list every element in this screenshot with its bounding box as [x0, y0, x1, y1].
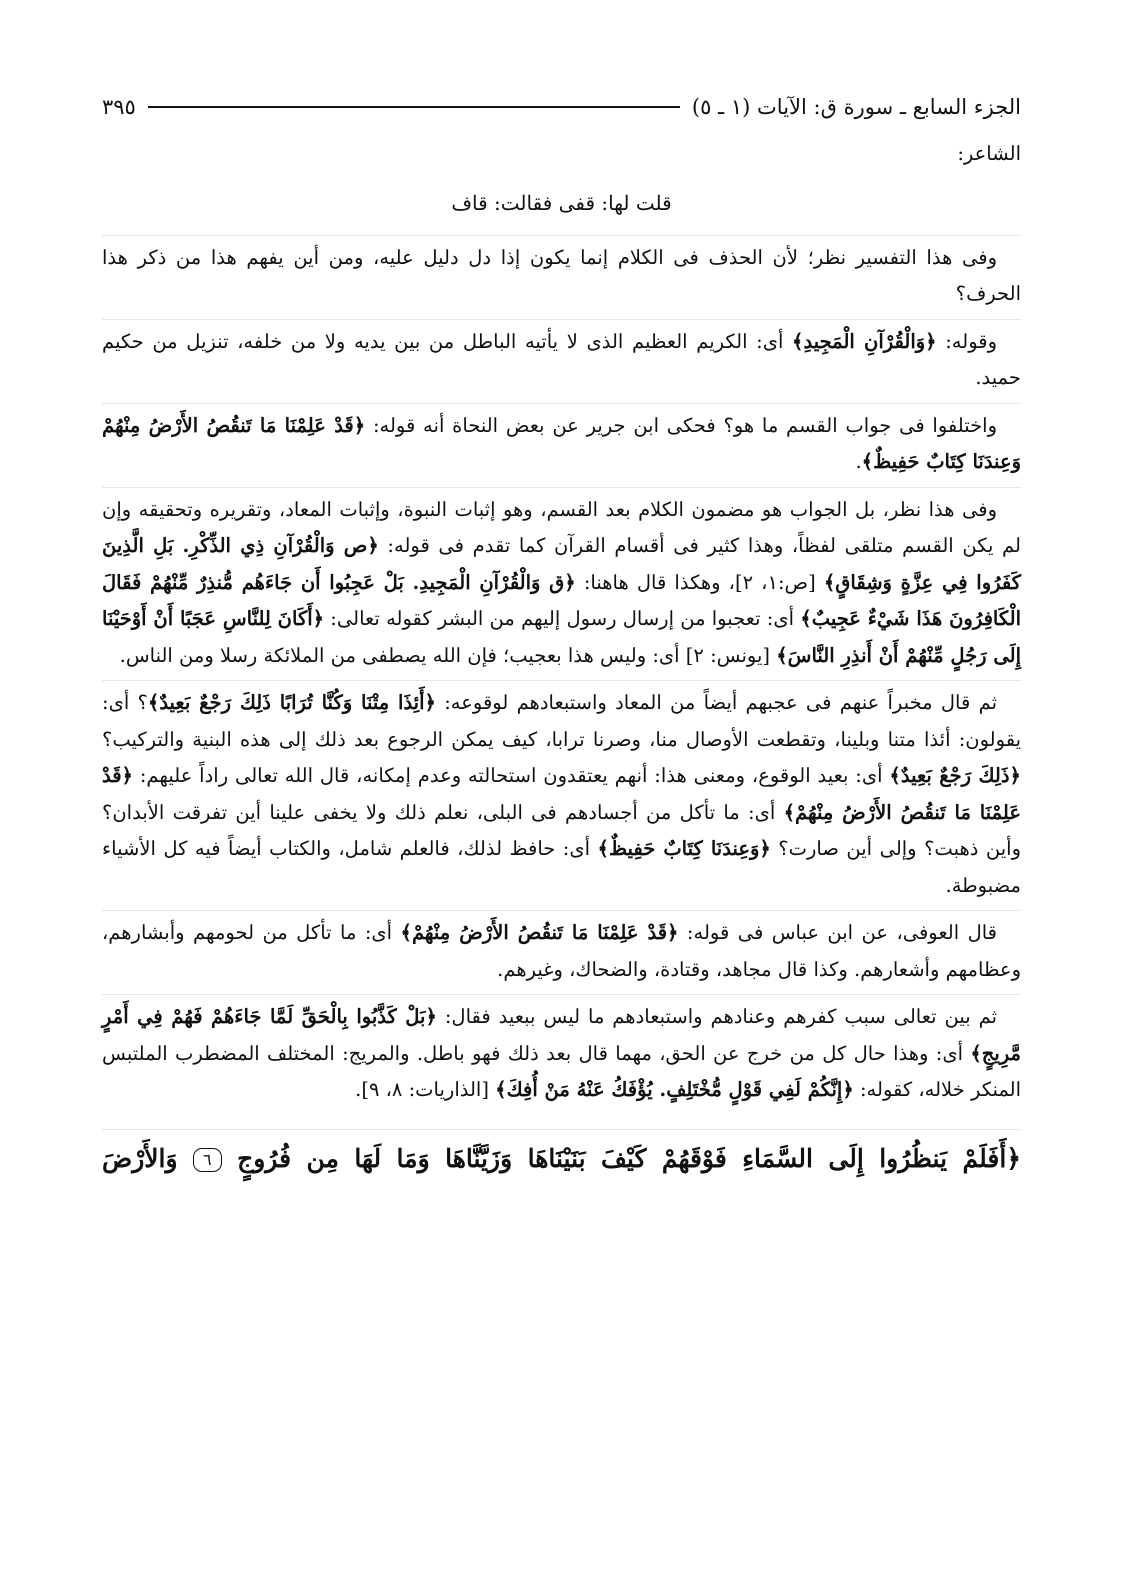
poetry-verse: قلت لها: قفى فقالت: قاف	[451, 190, 672, 215]
ayah-continuation: وَالأَرْضَ	[102, 1143, 178, 1173]
quran-quote: ﴿وَعِندَنَا كِتَابٌ حَفِيظٌ﴾	[597, 837, 771, 860]
page-body	[102, 136, 1021, 1180]
page-number: ٣٩٥	[102, 95, 136, 119]
text-run: أى: الكريم العظيم الذى لا يأتيه الباطل من بين يديه ولا من خلفه، تنزيل من حكيم حميد.	[102, 329, 1021, 389]
paragraph-7	[102, 994, 1021, 1109]
text-run: أى: بعيد الوقوع، ومعنى هذا: أنهم يعتقدون استحالته وعدم إمكانه، قال الله تعالى راداً عليهم:	[132, 764, 890, 787]
ayah-number-marker: ٦	[193, 1148, 222, 1172]
paragraph-3	[102, 403, 1021, 481]
text-run: ثم قال مخبراً عنهم فى عجبهم أيضاً من المعاد واستبعادهم لوقوعه:	[435, 691, 997, 714]
paragraph-intro: الشاعر:	[957, 142, 1021, 165]
text-run: ؟ أى: يقولون: أئذا متنا وبلينا، وتقطعت الأوصال منا، وصرنا ترابا، كيف يمكن الرجوع بعد ذلك إلى هذه البنية والتركيب؟	[102, 691, 1021, 751]
text-run: .	[855, 450, 862, 473]
paragraph-5	[102, 680, 1021, 904]
quran-quote: ﴿بَلْ كَذَّبُوا بِالْحَقِّ لَمَّا جَاءَهُمْ فَهُمْ فِي أَمْرٍ مَّرِيجٍ﴾	[102, 1005, 1021, 1065]
quran-quote: ﴿إِنَّكُمْ لَفِي قَوْلٍ مُّخْتَلِفٍ. يُؤْفَكُ عَنْهُ مَنْ أُفِكَ﴾	[495, 1078, 854, 1101]
quran-quote: ﴿ص وَالْقُرْآنِ ذِي الذِّكْرِ. بَلِ الَّذِينَ كَفَرُوا فِي عِزَّةٍ وَشِقَاقٍ﴾	[102, 534, 1022, 594]
text-run: ثم بين تعالى سبب كفرهم وعنادهم واستبعادهم ما ليس ببعيد فقال:	[436, 1005, 997, 1028]
header-rule	[148, 106, 680, 108]
quran-quote: ﴿أَئِذَا مِتْنَا وَكُنَّا تُرَابًا ذَلِكَ رَجْعٌ بَعِيدٌ﴾	[147, 691, 436, 714]
running-header	[102, 92, 1021, 122]
quran-quote: ﴿وَالْقُرْآنِ الْمَجِيدِ﴾	[792, 329, 937, 353]
ayah-text: ﴿أَفَلَمْ يَنظُرُوا إِلَى السَّمَاءِ فَوْقَهُمْ كَيْفَ بَنَيْنَاهَا وَزَيَّنَّاهَا وَمَا لَهَا مِن فُرُوجٍ	[237, 1143, 1021, 1173]
text-run: قال العوفى، عن ابن عباس فى قوله:	[678, 921, 998, 944]
text-run: أى: تعجبوا من إرسال رسول إليهم من البشر كقوله تعالى:	[324, 607, 801, 630]
paragraph-2	[102, 319, 1021, 397]
text-run: أى: وهذا حال كل من خرج عن الحق، مهما قال بعد ذلك فهو باطل. والمريج: المختلف المضطرب الملتبس المنكر خلاله، كقوله:	[102, 1041, 1021, 1101]
paragraph-1: وفى هذا التفسير نظر؛ لأن الحذف فى الكلام إنما يكون إذا دل دليل عليه، ومن أين يفهم هذا من ذكر هذا الحرف؟	[102, 235, 1021, 313]
text-run: [ص:١، ٢]، وهكذا قال هاهنا:	[575, 570, 824, 594]
header-title: الجزء السابع ـ سورة ق: الآيات (١ ـ ٥)	[691, 95, 1021, 119]
text-run: واختلفوا فى جواب القسم ما هو؟ فحكى ابن جرير عن بعض النحاة أنه قوله:	[365, 413, 997, 437]
quran-quote: ﴿قَدْ عَلِمْنَا مَا تَنقُصُ الأَرْضُ مِنْهُمْ وَعِندَنَا كِتَابٌ حَفِيظٌ﴾	[102, 413, 1021, 473]
quran-ayah-block	[102, 1129, 1021, 1180]
text-run: وفى هذا نظر، بل الجواب هو مضمون الكلام بعد القسم، وهو إثبات النبوة، وإثبات المعاد، وتقريره وتحقيقه وإن لم يكن القسم متلقى لفظاً، وهذا كثير فى أقسام القرآن كما تقدم فى قوله:	[102, 497, 1021, 557]
text-run: وقوله:	[936, 329, 998, 353]
paragraph-6	[102, 910, 1021, 988]
quran-quote: ﴿قَدْ عَلِمْنَا مَا تَنقُصُ الأَرْضُ مِنْهُمْ﴾	[102, 764, 1021, 824]
quran-quote: ﴿ق وَالْقُرْآنِ الْمَجِيدِ. بَلْ عَجِبُوا أَن جَاءَهُم مُّنذِرٌ مِّنْهُمْ فَقَالَ الْكَافِرُونَ هَذَا شَيْءٌ عَجِيبٌ﴾	[102, 570, 1021, 630]
quran-quote: ﴿أَكَانَ لِلنَّاسِ عَجَبًا أَنْ أَوْحَيْنَا إِلَى رَجُلٍ مِّنْهُمْ أَنْ أَنذِرِ النَّاسَ﴾	[102, 607, 1021, 667]
text-run: [الذاريات: ٨، ٩].	[355, 1078, 496, 1101]
quran-quote: ﴿ذَلِكَ رَجْعٌ بَعِيدٌ﴾	[889, 764, 1021, 787]
text-run: أى: ما تأكل من لحومهم وأبشارهم، وعظامهم وأشعارهم. وكذا قال مجاهد، وقتادة، والضحاك، وغيرهم.	[102, 921, 1021, 981]
text-run: أى: ما تأكل من أجسادهم فى البلى، نعلم ذلك ولا يخفى علينا أين تفرقت الأبدان؟ وأين ذهبت؟ وإلى أين صارت؟	[102, 800, 1021, 860]
text-run: [يونس: ٢] أى: وليس هذا بعجيب؛ فإن الله يصطفى من الملائكة رسلا ومن الناس.	[119, 643, 777, 667]
text-run: أى: حافظ لذلك، فالعلم شامل، والكتاب أيضاً فيه كل الأشياء مضبوطة.	[102, 837, 1021, 897]
paragraph-4	[102, 487, 1021, 675]
quran-quote: ﴿قَدْ عَلِمْنَا مَا تَنقُصُ الأَرْضُ مِنْهُمْ﴾	[400, 921, 679, 944]
